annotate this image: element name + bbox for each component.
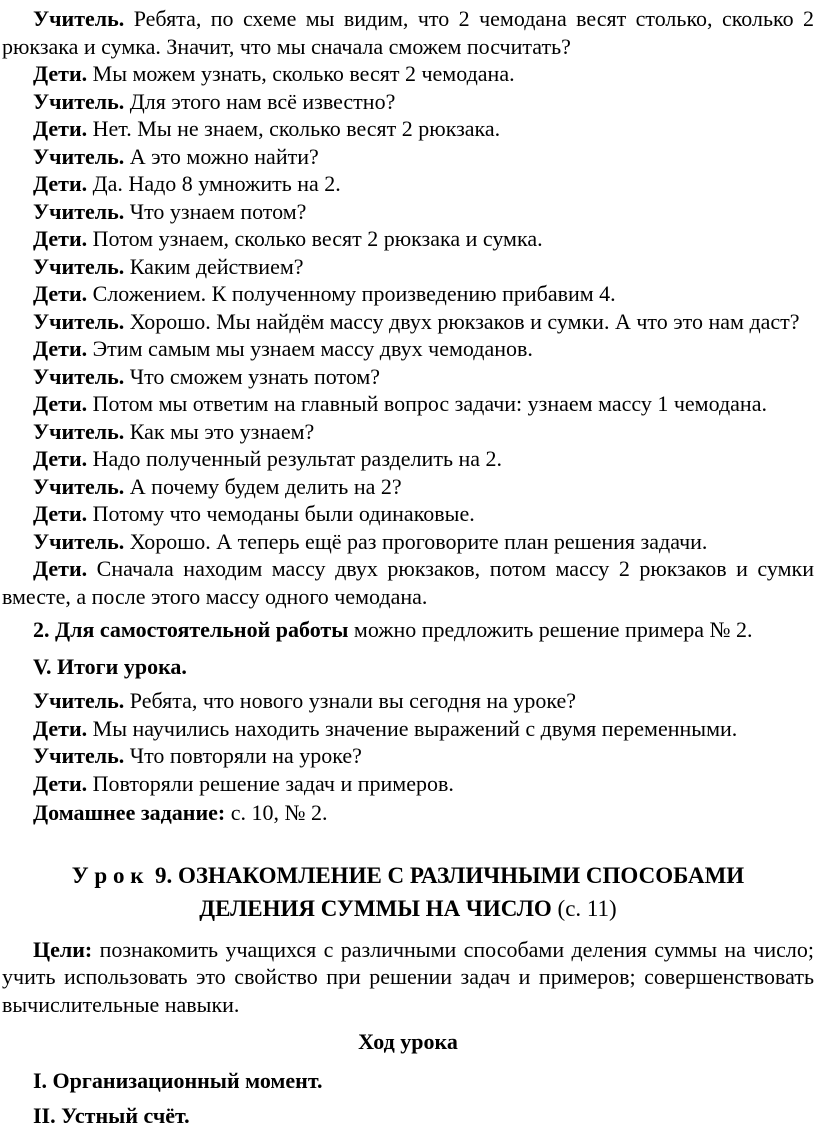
section-heading-totals: V. Итоги урока.	[33, 653, 187, 679]
dialogue-paragraph	[2, 335, 814, 363]
homework-paragraph	[2, 799, 814, 827]
goals-label: Цели:	[33, 936, 93, 962]
dialogue-paragraph	[2, 473, 814, 501]
lesson-title-line2: ДЕЛЕНИЯ СУММЫ НА ЧИСЛО	[199, 895, 552, 921]
dialogue-paragraph	[2, 715, 814, 743]
dialogue-text: Потом узнаем, сколько весят 2 рюкзака и сумка.	[87, 226, 543, 251]
speaker-label: Дети.	[33, 171, 88, 196]
dialogue-paragraph	[2, 445, 814, 473]
independent-work-paragraph	[2, 616, 814, 644]
speaker-label: Учитель.	[33, 88, 125, 114]
speaker-label: Учитель.	[33, 143, 125, 169]
speaker-label: Дети.	[33, 226, 88, 251]
speaker-label: Учитель.	[33, 688, 125, 713]
dialogue-text: Да. Надо 8 умножить на 2.	[87, 171, 341, 196]
dialogue-paragraph	[2, 225, 814, 253]
dialogue-text: Что повторяли на уроке?	[124, 743, 362, 768]
dialogue-paragraph	[2, 363, 814, 391]
dialogue-text: Надо полученный результат разделить на 2.	[87, 446, 503, 471]
dialogue-text: Ребята, что нового узнали вы сегодня на уроке?	[124, 688, 577, 713]
speaker-label: Дети.	[33, 715, 88, 741]
stage-heading-1: I. Организационный момент.	[33, 1067, 323, 1093]
lesson-9-title	[2, 859, 814, 925]
dialogue-text: Повторяли решение задач и примеров.	[87, 770, 454, 796]
dialogue-paragraph	[2, 170, 814, 198]
dialogue-paragraph	[2, 88, 814, 116]
speaker-label: Учитель.	[33, 253, 125, 279]
speaker-label: Дети.	[33, 391, 88, 416]
dialogue-text: Ребята, по схеме мы видим, что 2 чемодана весят столько, сколько 2 рюкзака и сумка. Значит, что мы сначала сможем посчитать?	[2, 6, 814, 59]
dialogue-text: Сначала находим массу двух рюкзаков, потом массу 2 рюкзаков и сумки вместе, а после этого массу одного чемодана.	[2, 556, 814, 609]
speaker-label: Дети.	[33, 501, 88, 526]
dialogue-text: Что узнаем потом?	[124, 198, 307, 224]
speaker-label: Дети.	[33, 336, 88, 361]
speaker-label: Учитель.	[33, 418, 125, 444]
speaker-label: Учитель.	[33, 528, 125, 554]
speaker-label: Учитель.	[33, 198, 125, 224]
goals-paragraph	[2, 936, 814, 1019]
dialogue-paragraph	[2, 770, 814, 798]
speaker-label: Дети.	[33, 446, 88, 471]
goals-text: познакомить учащихся с различными способами деления суммы на число; учить использовать это свойство при решении задач и примеров; совершенствовать вычислительные навыки.	[2, 936, 814, 1017]
lesson-title-line1: У р о к 9. ОЗНАКОМЛЕНИЕ С РАЗЛИЧНЫМИ СПОСОБАМИ	[71, 862, 745, 888]
dialogue-paragraph	[2, 143, 814, 171]
independent-work-label: 2. Для самостоятельной работы	[33, 617, 349, 642]
speaker-label: Дети.	[33, 61, 88, 86]
dialogue-text: Хорошо. Мы найдём массу двух рюкзаков и сумки. А что это нам даст?	[124, 308, 800, 334]
dialogue-text: Как мы это узнаем?	[124, 418, 315, 444]
dialogue-paragraph	[2, 308, 814, 336]
dialogue-paragraph	[2, 742, 814, 770]
dialogue-text: Потом мы ответим на главный вопрос задачи: узнаем массу 1 чемодана.	[87, 391, 767, 416]
dialogue-text: Что сможем узнать потом?	[124, 363, 381, 389]
speaker-label: Учитель.	[33, 363, 125, 389]
speaker-label: Дети.	[33, 770, 88, 796]
dialogue-text: Этим самым мы узнаем массу двух чемоданов.	[87, 336, 533, 361]
dialogue-paragraph	[2, 687, 814, 715]
dialogue-paragraph	[2, 500, 814, 528]
independent-work-text: можно предложить решение примера № 2.	[348, 617, 753, 642]
stage-heading-2: II. Устный счёт.	[33, 1103, 190, 1128]
dialogue-paragraph	[2, 418, 814, 446]
lesson-title-page-ref: (с. 11)	[551, 895, 617, 921]
homework-label: Домашнее задание:	[33, 800, 226, 825]
flow-heading: Ход урока	[358, 1029, 458, 1054]
dialogue-paragraph	[2, 60, 814, 88]
speaker-label: Учитель.	[33, 6, 125, 31]
speaker-label: Дети.	[33, 116, 88, 141]
dialogue-text: Нет. Мы не знаем, сколько весят 2 рюкзака.	[87, 116, 501, 141]
dialogue-text: Для этого нам всё известно?	[124, 88, 396, 114]
dialogue-text: Потому что чемоданы были одинаковые.	[87, 501, 475, 526]
dialogue-paragraph	[2, 390, 814, 418]
dialogue-paragraph	[2, 280, 814, 308]
homework-text: с. 10, № 2.	[225, 800, 328, 825]
speaker-label: Учитель.	[33, 473, 125, 499]
speaker-label: Дети.	[33, 556, 88, 581]
dialogue-text: А почему будем делить на 2?	[124, 473, 402, 499]
dialogue-text: Мы можем узнать, сколько весят 2 чемодана.	[87, 61, 515, 86]
dialogue-text: Хорошо. А теперь ещё раз проговорите план решения задачи.	[124, 528, 708, 554]
dialogue-paragraph	[2, 198, 814, 226]
dialogue-paragraph	[2, 5, 814, 60]
speaker-label: Дети.	[33, 281, 88, 306]
dialogue-text: Сложением. К полученному произведению прибавим 4.	[87, 281, 616, 306]
dialogue-text: Мы научились находить значение выражений с двумя переменными.	[87, 715, 738, 741]
speaker-label: Учитель.	[33, 308, 125, 334]
dialogue-paragraph	[2, 253, 814, 281]
speaker-label: Учитель.	[33, 743, 125, 768]
dialogue-text: А это можно найти?	[124, 143, 319, 169]
dialogue-paragraph	[2, 115, 814, 143]
dialogue-paragraph	[2, 555, 814, 610]
dialogue-paragraph	[2, 528, 814, 556]
dialogue-text: Каким действием?	[124, 253, 304, 279]
